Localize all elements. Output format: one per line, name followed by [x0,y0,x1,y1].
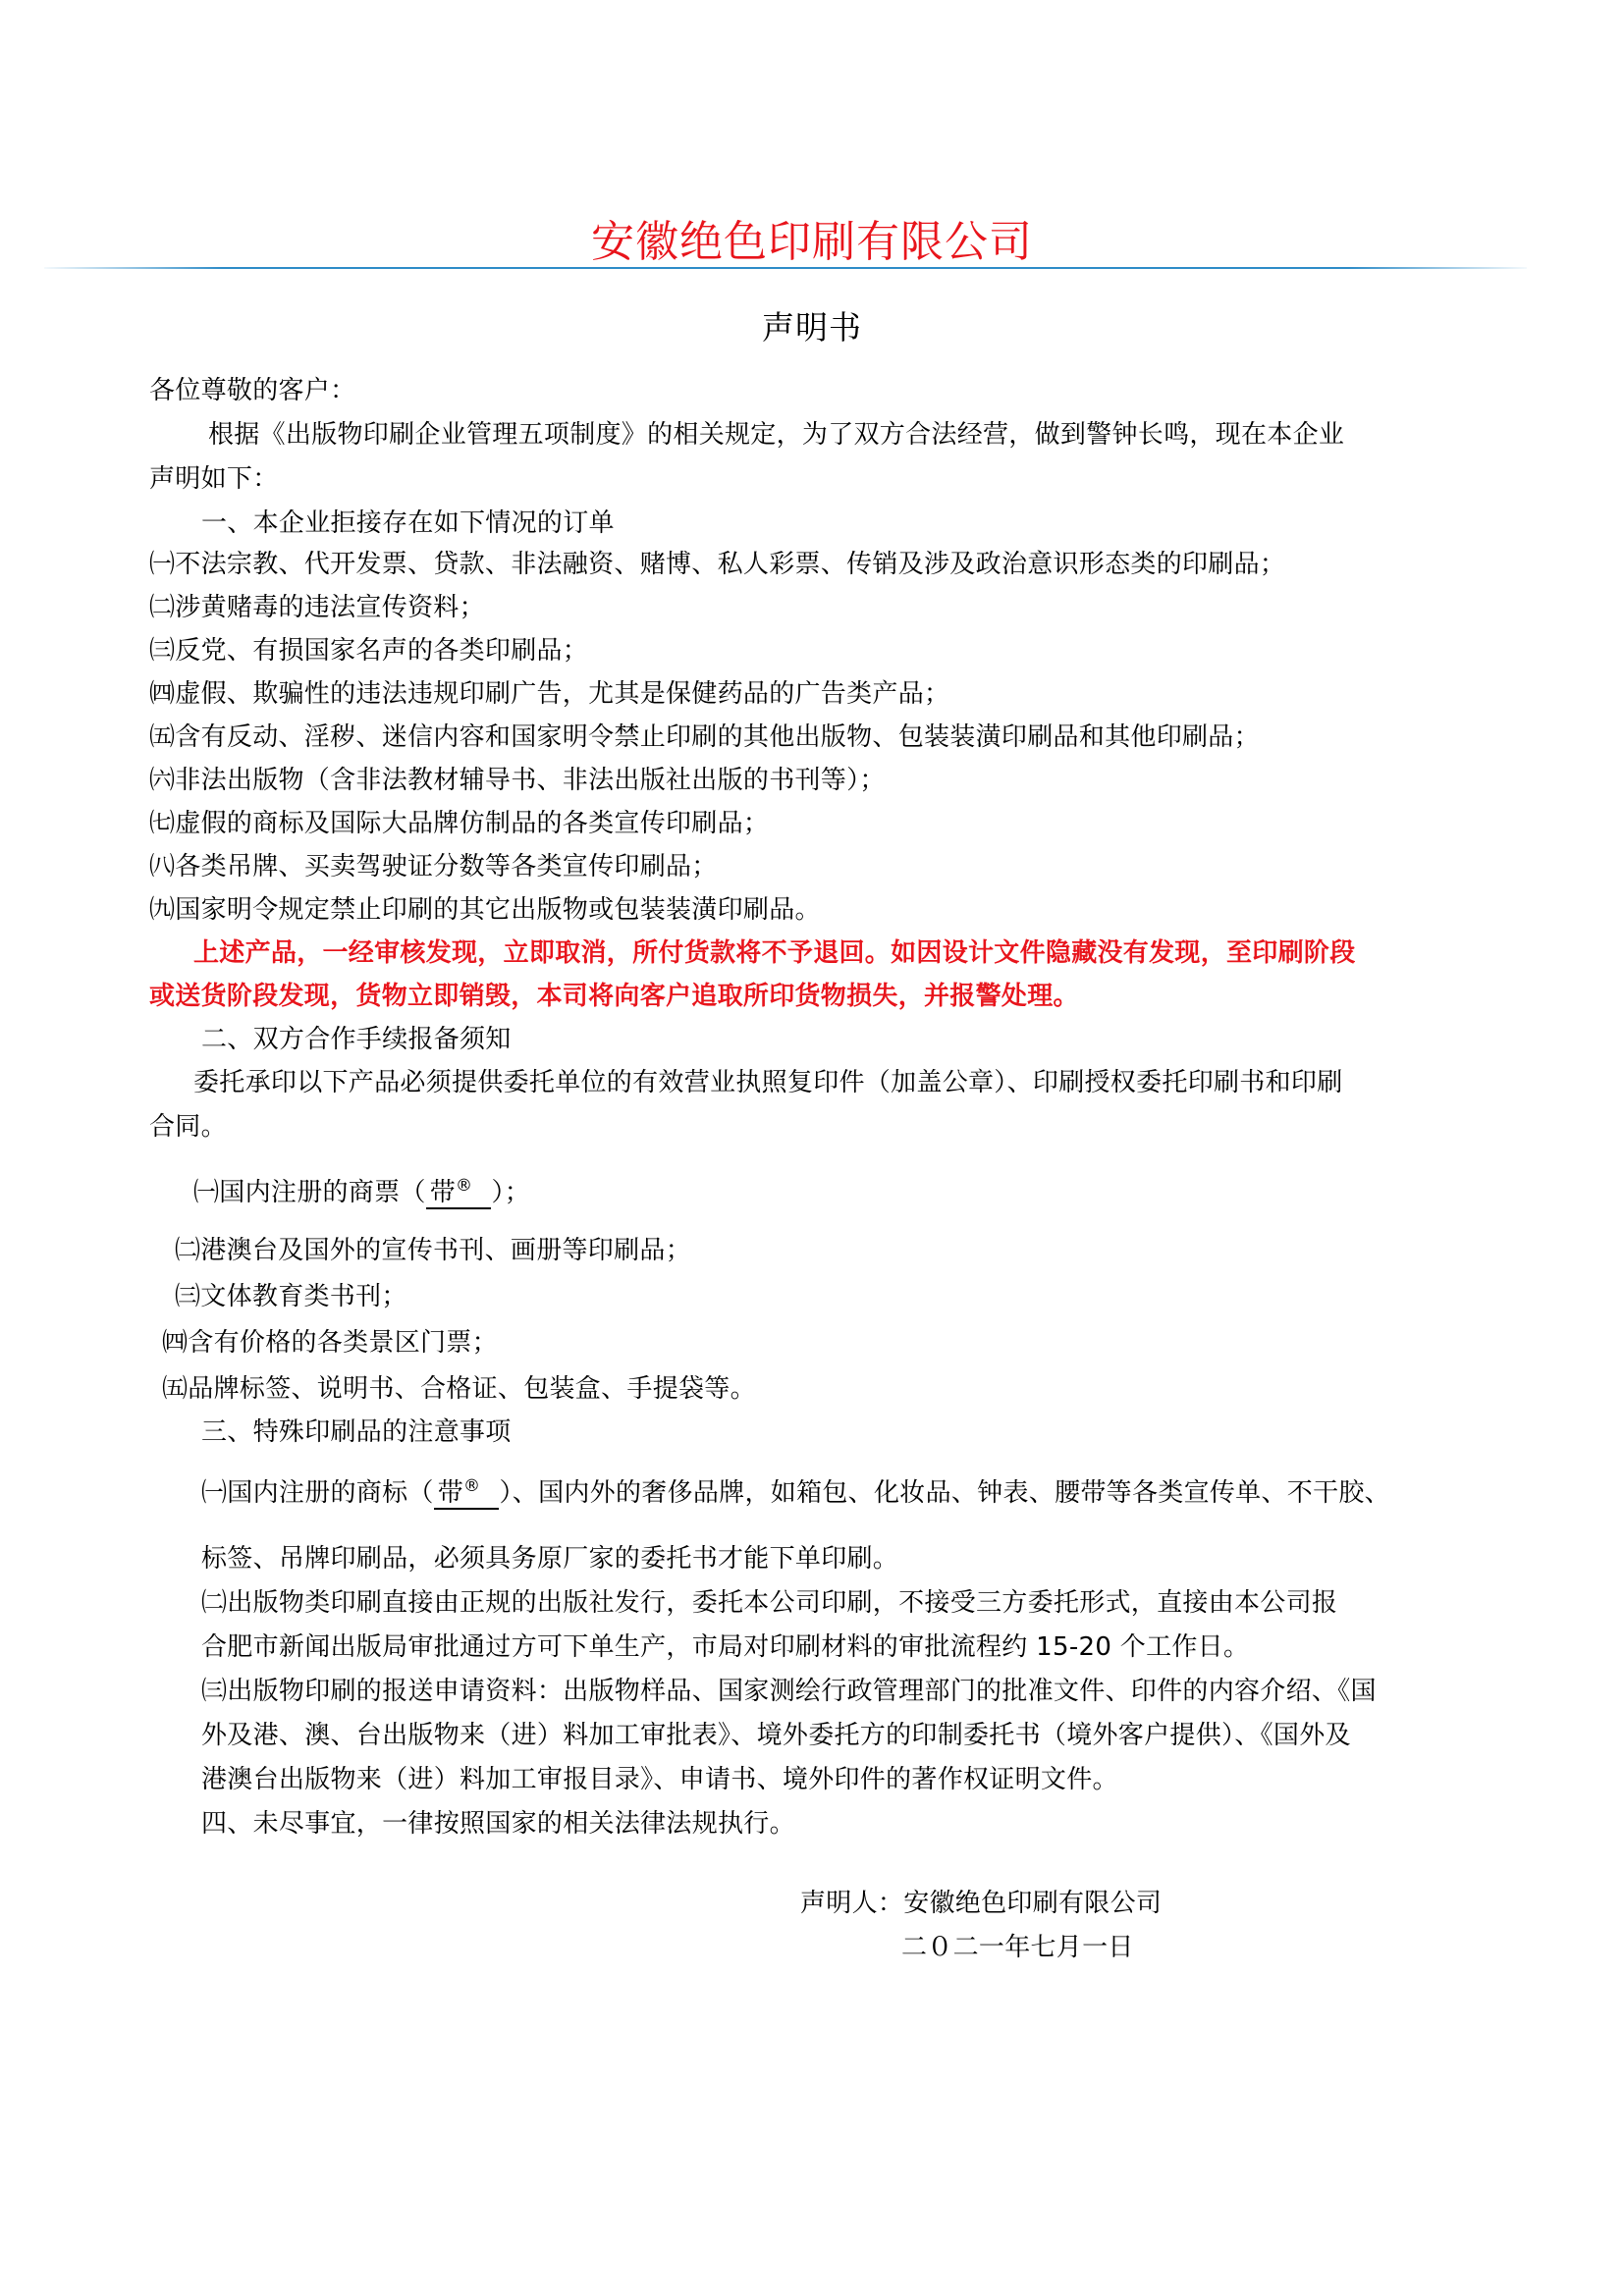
warning-line-2: 或送货阶段发现，货物立即销毁，本司将向客户追取所印货物损失，并报警处理。 [149,982,1079,1011]
section-3-item-1-line-2: 标签、吊牌印刷品，必须具务原厂家的委托书才能下单印刷。 [201,1544,899,1574]
section-1-item: ㈧各类吊牌、买卖驾驶证分数等各类宣传印刷品； [149,852,718,881]
section-3-item-3-line-1: ㈢出版物印刷的报送申请资料：出版物样品、国家测绘行政管理部门的批准文件、印件的内容介绍、《国 [201,1677,1377,1706]
item-text: ㈠国内注册的商标（ [201,1478,434,1508]
item-text: ㈠国内注册的商票（ [193,1178,426,1207]
section-3-item-3-line-2: 外及港、澳、台出版物来（进）料加工审批表》、境外委托方的印制委托书（境外客户提供）、《国外及 [201,1721,1351,1750]
registered-mark [434,1478,500,1510]
section-2-item: ㈣含有价格的各类景区门票； [162,1328,498,1358]
intro-line-2: 声明如下： [149,464,279,494]
section-2-desc-line-2: 合同。 [149,1112,227,1142]
section-3-heading: 三、特殊印刷品的注意事项 [201,1417,512,1447]
section-1-item: ㈠不法宗教、代开发票、贷款、非法融资、赌博、私人彩票、传销及涉及政治意识形态类的印刷品； [149,550,1286,579]
registered-mark [426,1178,492,1209]
item-text: ）、国内外的奢侈品牌，如箱包、化妆品、钟表、腰带等各类宣传单、不干胶、 [499,1478,1390,1508]
registered-symbol: ® [463,1476,481,1496]
section-2-item: ㈤品牌标签、说明书、合格证、包装盒、手提袋等。 [162,1374,756,1404]
mark-text: 带 [437,1478,464,1508]
intro-line-1: 根据《出版物印刷企业管理五项制度》的相关规定，为了双方合法经营，做到警钟长鸣，现在本企业 [208,420,1345,450]
section-3-item-3-line-3: 港澳台出版物来（进）料加工审报目录》、申请书、境外印件的著作权证明文件。 [201,1765,1118,1794]
document-title: 声明书 [762,308,862,347]
section-1-item: ㈨国家明令规定禁止印刷的其它出版物或包装装潢印刷品。 [149,895,821,925]
section-3-item-2-line-1: ㈡出版物类印刷直接由正规的出版社发行，委托本公司印刷，不接受三方委托形式，直接由本公司报 [201,1588,1338,1618]
section-1-item: ㈢反党、有损国家名声的各类印刷品； [149,636,589,666]
section-1-item: ㈦虚假的商标及国际大品牌仿制品的各类宣传印刷品； [149,809,770,838]
section-4-heading: 四、未尽事宜，一律按照国家的相关法律法规执行。 [201,1809,795,1839]
section-3-item-2-line-2: 合肥市新闻出版局审批通过方可下单生产，市局对印刷材料的审批流程约 15-20 个工作日。 [201,1632,1250,1662]
section-1-heading: 一、本企业拒接存在如下情况的订单 [201,508,615,538]
warning-line-1: 上述产品，一经审核发现，立即取消，所付货款将不予退回。如因设计文件隐藏没有发现，至印刷阶段 [193,938,1356,968]
section-1-item: ㈣虚假、欺骗性的违法违规印刷广告，尤其是保健药品的广告类产品； [149,679,950,709]
section-2-item: ㈡港澳台及国外的宣传书刊、画册等印刷品； [175,1236,692,1265]
mark-text: 带 [429,1178,457,1207]
signature-date: 二０二一年七月一日 [901,1933,1134,1962]
header-divider [44,267,1527,269]
section-1-item: ㈥非法出版物（含非法教材辅导书、非法出版社出版的书刊等）； [149,766,886,795]
registered-symbol: ® [456,1176,473,1196]
section-2-item: ㈢文体教育类书刊； [175,1282,407,1311]
section-2-item-trademark [193,1178,530,1209]
signature-declarant: 声明人：安徽绝色印刷有限公司 [800,1889,1163,1918]
greeting: 各位尊敬的客户： [149,376,356,405]
section-3-item-1-line-1 [201,1478,1390,1510]
section-1-item: ㈤含有反动、淫秽、迷信内容和国家明令禁止印刷的其他出版物、包装装潢印刷品和其他印刷品； [149,722,1260,752]
section-2-desc-line-1: 委托承印以下产品必须提供委托单位的有效营业执照复印件（加盖公章）、印刷授权委托印刷书和印刷 [193,1068,1343,1097]
section-2-heading: 二、双方合作手续报备须知 [201,1025,512,1054]
section-1-item: ㈡涉黄赌毒的违法宣传资料； [149,593,485,622]
item-text: ）； [491,1178,531,1207]
company-name: 安徽绝色印刷有限公司 [591,217,1033,267]
